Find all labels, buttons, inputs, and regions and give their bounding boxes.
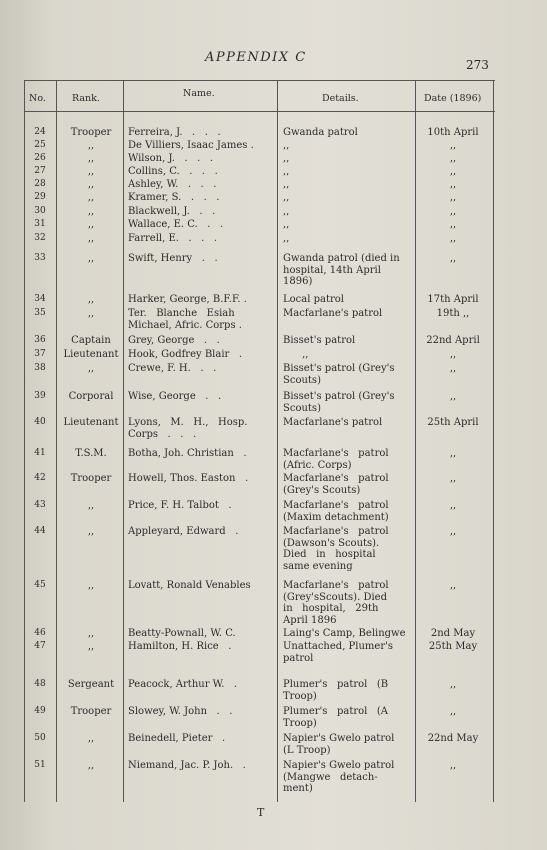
- row-number: 47: [34, 641, 46, 651]
- row-rank: ,,: [87, 219, 95, 230]
- row-date: ,,: [449, 192, 457, 203]
- row-number: 44: [34, 526, 46, 536]
- row-number: 28: [34, 179, 46, 189]
- row-name: Lovatt, Ronald Venables: [128, 580, 251, 591]
- row-date: ,,: [449, 500, 457, 511]
- row-number: 50: [34, 733, 46, 743]
- row-date: ,,: [449, 233, 457, 244]
- row-date: ,,: [449, 140, 457, 151]
- row-number: 41: [34, 448, 46, 458]
- row-name: Beatty-Pownall, W. C.: [128, 628, 236, 639]
- row-rank: ,,: [87, 526, 95, 537]
- row-details: Unattached, Plumer's patrol: [283, 641, 393, 664]
- row-details: ,,: [283, 140, 290, 151]
- column-header-name: Name.: [183, 88, 215, 99]
- row-date: ,,: [449, 219, 457, 230]
- row-date: ,,: [449, 448, 457, 459]
- row-rank: ,,: [87, 192, 95, 203]
- row-rank: ,,: [87, 733, 95, 744]
- row-name: Kramer, S. . . .: [128, 192, 220, 203]
- row-number: 46: [34, 628, 46, 638]
- column-header-rank: Rank.: [72, 93, 100, 104]
- row-name: Ashley, W. . . .: [128, 179, 217, 190]
- row-number: 37: [34, 349, 46, 359]
- row-rank: ,,: [87, 140, 95, 151]
- row-details: Gwanda patrol (died in hospital, 14th April 1896): [283, 253, 400, 287]
- row-date: ,,: [449, 206, 457, 217]
- row-number: 43: [34, 500, 46, 510]
- row-number: 51: [34, 760, 46, 770]
- column-header-no: No.: [29, 93, 46, 104]
- row-number: 40: [34, 417, 46, 427]
- row-date: ,,: [449, 706, 457, 717]
- row-details: Plumer's patrol (B Troop): [283, 679, 389, 702]
- row-number: 33: [34, 253, 46, 263]
- row-rank: ,,: [87, 166, 95, 177]
- row-rank: T.S.M.: [75, 448, 107, 459]
- row-details: Macfarlane's patrol: [283, 308, 383, 319]
- row-name: Price, F. H. Talbot .: [128, 500, 232, 511]
- row-number: 34: [34, 294, 46, 304]
- row-number: 45: [34, 580, 46, 590]
- row-details: ,,: [283, 192, 290, 203]
- row-date: ,,: [449, 760, 457, 771]
- row-name: Collins, C. . . .: [128, 166, 218, 177]
- table-header-rule: [24, 111, 495, 112]
- column-divider-no: [56, 80, 57, 802]
- row-date: ,,: [449, 363, 457, 374]
- row-rank: Trooper: [70, 127, 112, 138]
- row-number: 32: [34, 233, 46, 243]
- row-rank: ,,: [87, 628, 95, 639]
- row-details: Bisset's patrol: [283, 335, 356, 346]
- row-date: ,,: [449, 526, 457, 537]
- row-number: 49: [34, 706, 46, 716]
- row-number: 27: [34, 166, 46, 176]
- row-number: 42: [34, 473, 46, 483]
- column-divider-name: [277, 80, 278, 802]
- row-rank: ,,: [87, 294, 95, 305]
- row-number: 26: [34, 153, 46, 163]
- row-date: ,,: [449, 473, 457, 484]
- row-name: De Villiers, Isaac James .: [128, 140, 254, 151]
- column-header-date: Date (1896): [424, 93, 482, 104]
- row-number: 25: [34, 140, 46, 150]
- row-rank: ,,: [87, 580, 95, 591]
- row-details: Local patrol: [283, 294, 344, 305]
- page-number: 273: [466, 58, 489, 72]
- row-name: Ter. Blanche Esiah Michael, Afric. Corps .: [128, 308, 242, 331]
- row-name: Appleyard, Edward .: [128, 526, 239, 537]
- row-details: Plumer's patrol (A Troop): [283, 706, 389, 729]
- row-number: 24: [34, 127, 46, 137]
- row-date: 19th ,,: [436, 308, 470, 319]
- row-details: Napier's Gwelo patrol (Mangwe detach- ment): [283, 760, 395, 794]
- row-name: Wise, George . .: [128, 391, 222, 402]
- row-rank: ,,: [87, 363, 95, 374]
- row-date: ,,: [449, 349, 457, 360]
- row-name: Ferreira, J. . . .: [128, 127, 221, 138]
- row-date: 22nd April: [426, 335, 480, 346]
- row-name: Hamilton, H. Rice .: [128, 641, 232, 652]
- row-date: 10th April: [427, 127, 479, 138]
- page-header: APPENDIX C: [205, 50, 307, 65]
- row-details: Macfarlane's patrol (Afric. Corps): [283, 448, 389, 471]
- row-number: 31: [34, 219, 46, 229]
- row-details: ,,: [283, 233, 290, 244]
- row-date: ,,: [449, 166, 457, 177]
- signature-mark: T: [257, 806, 265, 819]
- column-divider-details: [415, 80, 416, 802]
- column-header-details: Details.: [322, 93, 359, 104]
- row-rank: ,,: [87, 500, 95, 511]
- table-top-rule: [24, 80, 495, 81]
- row-rank: ,,: [87, 308, 95, 319]
- row-date: ,,: [449, 580, 457, 591]
- row-details: ,,: [283, 179, 290, 190]
- row-details: ,,: [283, 349, 309, 360]
- row-rank: ,,: [87, 206, 95, 217]
- row-number: 38: [34, 363, 46, 373]
- table-right-rule: [493, 80, 494, 802]
- row-rank: ,,: [87, 253, 95, 264]
- row-date: ,,: [449, 153, 457, 164]
- row-date: 17th April: [427, 294, 479, 305]
- row-details: Macfarlane's patrol (Dawson's Scouts). Died in hospital same evening: [283, 526, 389, 572]
- row-details: Bisset's patrol (Grey's Scouts): [283, 391, 395, 414]
- row-name: Hook, Godfrey Blair .: [128, 349, 243, 360]
- row-details: ,,: [283, 219, 290, 230]
- table-left-rule: [24, 80, 25, 802]
- row-name: Crewe, F. H. . .: [128, 363, 217, 374]
- row-date: ,,: [449, 391, 457, 402]
- row-rank: Corporal: [68, 391, 114, 402]
- row-details: ,,: [283, 153, 290, 164]
- row-rank: Captain: [71, 335, 111, 346]
- row-name: Niemand, Jac. P. Joh. .: [128, 760, 246, 771]
- row-number: 29: [34, 192, 46, 202]
- row-name: Beinedell, Pieter .: [128, 733, 226, 744]
- row-name: Howell, Thos. Easton .: [128, 473, 249, 484]
- row-date: 25th May: [428, 641, 478, 652]
- row-details: Macfarlane's patrol: [283, 417, 383, 428]
- row-date: ,,: [449, 179, 457, 190]
- row-date: 2nd May: [430, 628, 476, 639]
- row-name: Slowey, W. John . .: [128, 706, 233, 717]
- row-name: Wilson, J. . . .: [128, 153, 214, 164]
- row-rank: Sergeant: [67, 679, 115, 690]
- row-rank: Lieutenant: [63, 417, 119, 428]
- row-rank: ,,: [87, 179, 95, 190]
- row-details: Bisset's patrol (Grey's Scouts): [283, 363, 395, 386]
- row-name: Blackwell, J. . .: [128, 206, 216, 217]
- row-details: Laing's Camp, Belingwe: [283, 628, 406, 639]
- row-date: ,,: [449, 679, 457, 690]
- row-name: Grey, George . .: [128, 335, 220, 346]
- row-details: Gwanda patrol: [283, 127, 358, 138]
- row-date: 22nd May: [427, 733, 479, 744]
- row-name: Swift, Henry . .: [128, 253, 218, 264]
- row-number: 48: [34, 679, 46, 689]
- row-name: Peacock, Arthur W. .: [128, 679, 238, 690]
- row-details: Macfarlane's patrol (Grey's Scouts): [283, 473, 389, 496]
- row-name: Botha, Joh. Christian .: [128, 448, 247, 459]
- row-rank: ,,: [87, 153, 95, 164]
- row-number: 35: [34, 308, 46, 318]
- column-divider-rank: [123, 80, 124, 802]
- row-number: 36: [34, 335, 46, 345]
- row-number: 30: [34, 206, 46, 216]
- row-details: Macfarlane's patrol (Grey'sScouts). Died in hospital, 29th April 1896: [283, 580, 389, 626]
- row-date: ,,: [449, 253, 457, 264]
- row-name: Farrell, E. . . .: [128, 233, 218, 244]
- row-rank: ,,: [87, 760, 95, 771]
- row-details: ,,: [283, 206, 290, 217]
- row-date: 25th April: [427, 417, 479, 428]
- row-details: Macfarlane's patrol (Maxim detachment): [283, 500, 389, 523]
- row-name: Wallace, E. C. . .: [128, 219, 224, 230]
- row-details: Napier's Gwelo patrol (L Troop): [283, 733, 395, 756]
- row-rank: Trooper: [70, 706, 112, 717]
- row-rank: ,,: [87, 233, 95, 244]
- row-name: Harker, George, B.F.F. .: [128, 294, 247, 305]
- row-rank: Trooper: [70, 473, 112, 484]
- row-rank: Lieutenant: [63, 349, 119, 360]
- row-number: 39: [34, 391, 46, 401]
- row-details: ,,: [283, 166, 290, 177]
- row-name: Lyons, M. H., Hosp. Corps . . .: [128, 417, 248, 440]
- row-rank: ,,: [87, 641, 95, 652]
